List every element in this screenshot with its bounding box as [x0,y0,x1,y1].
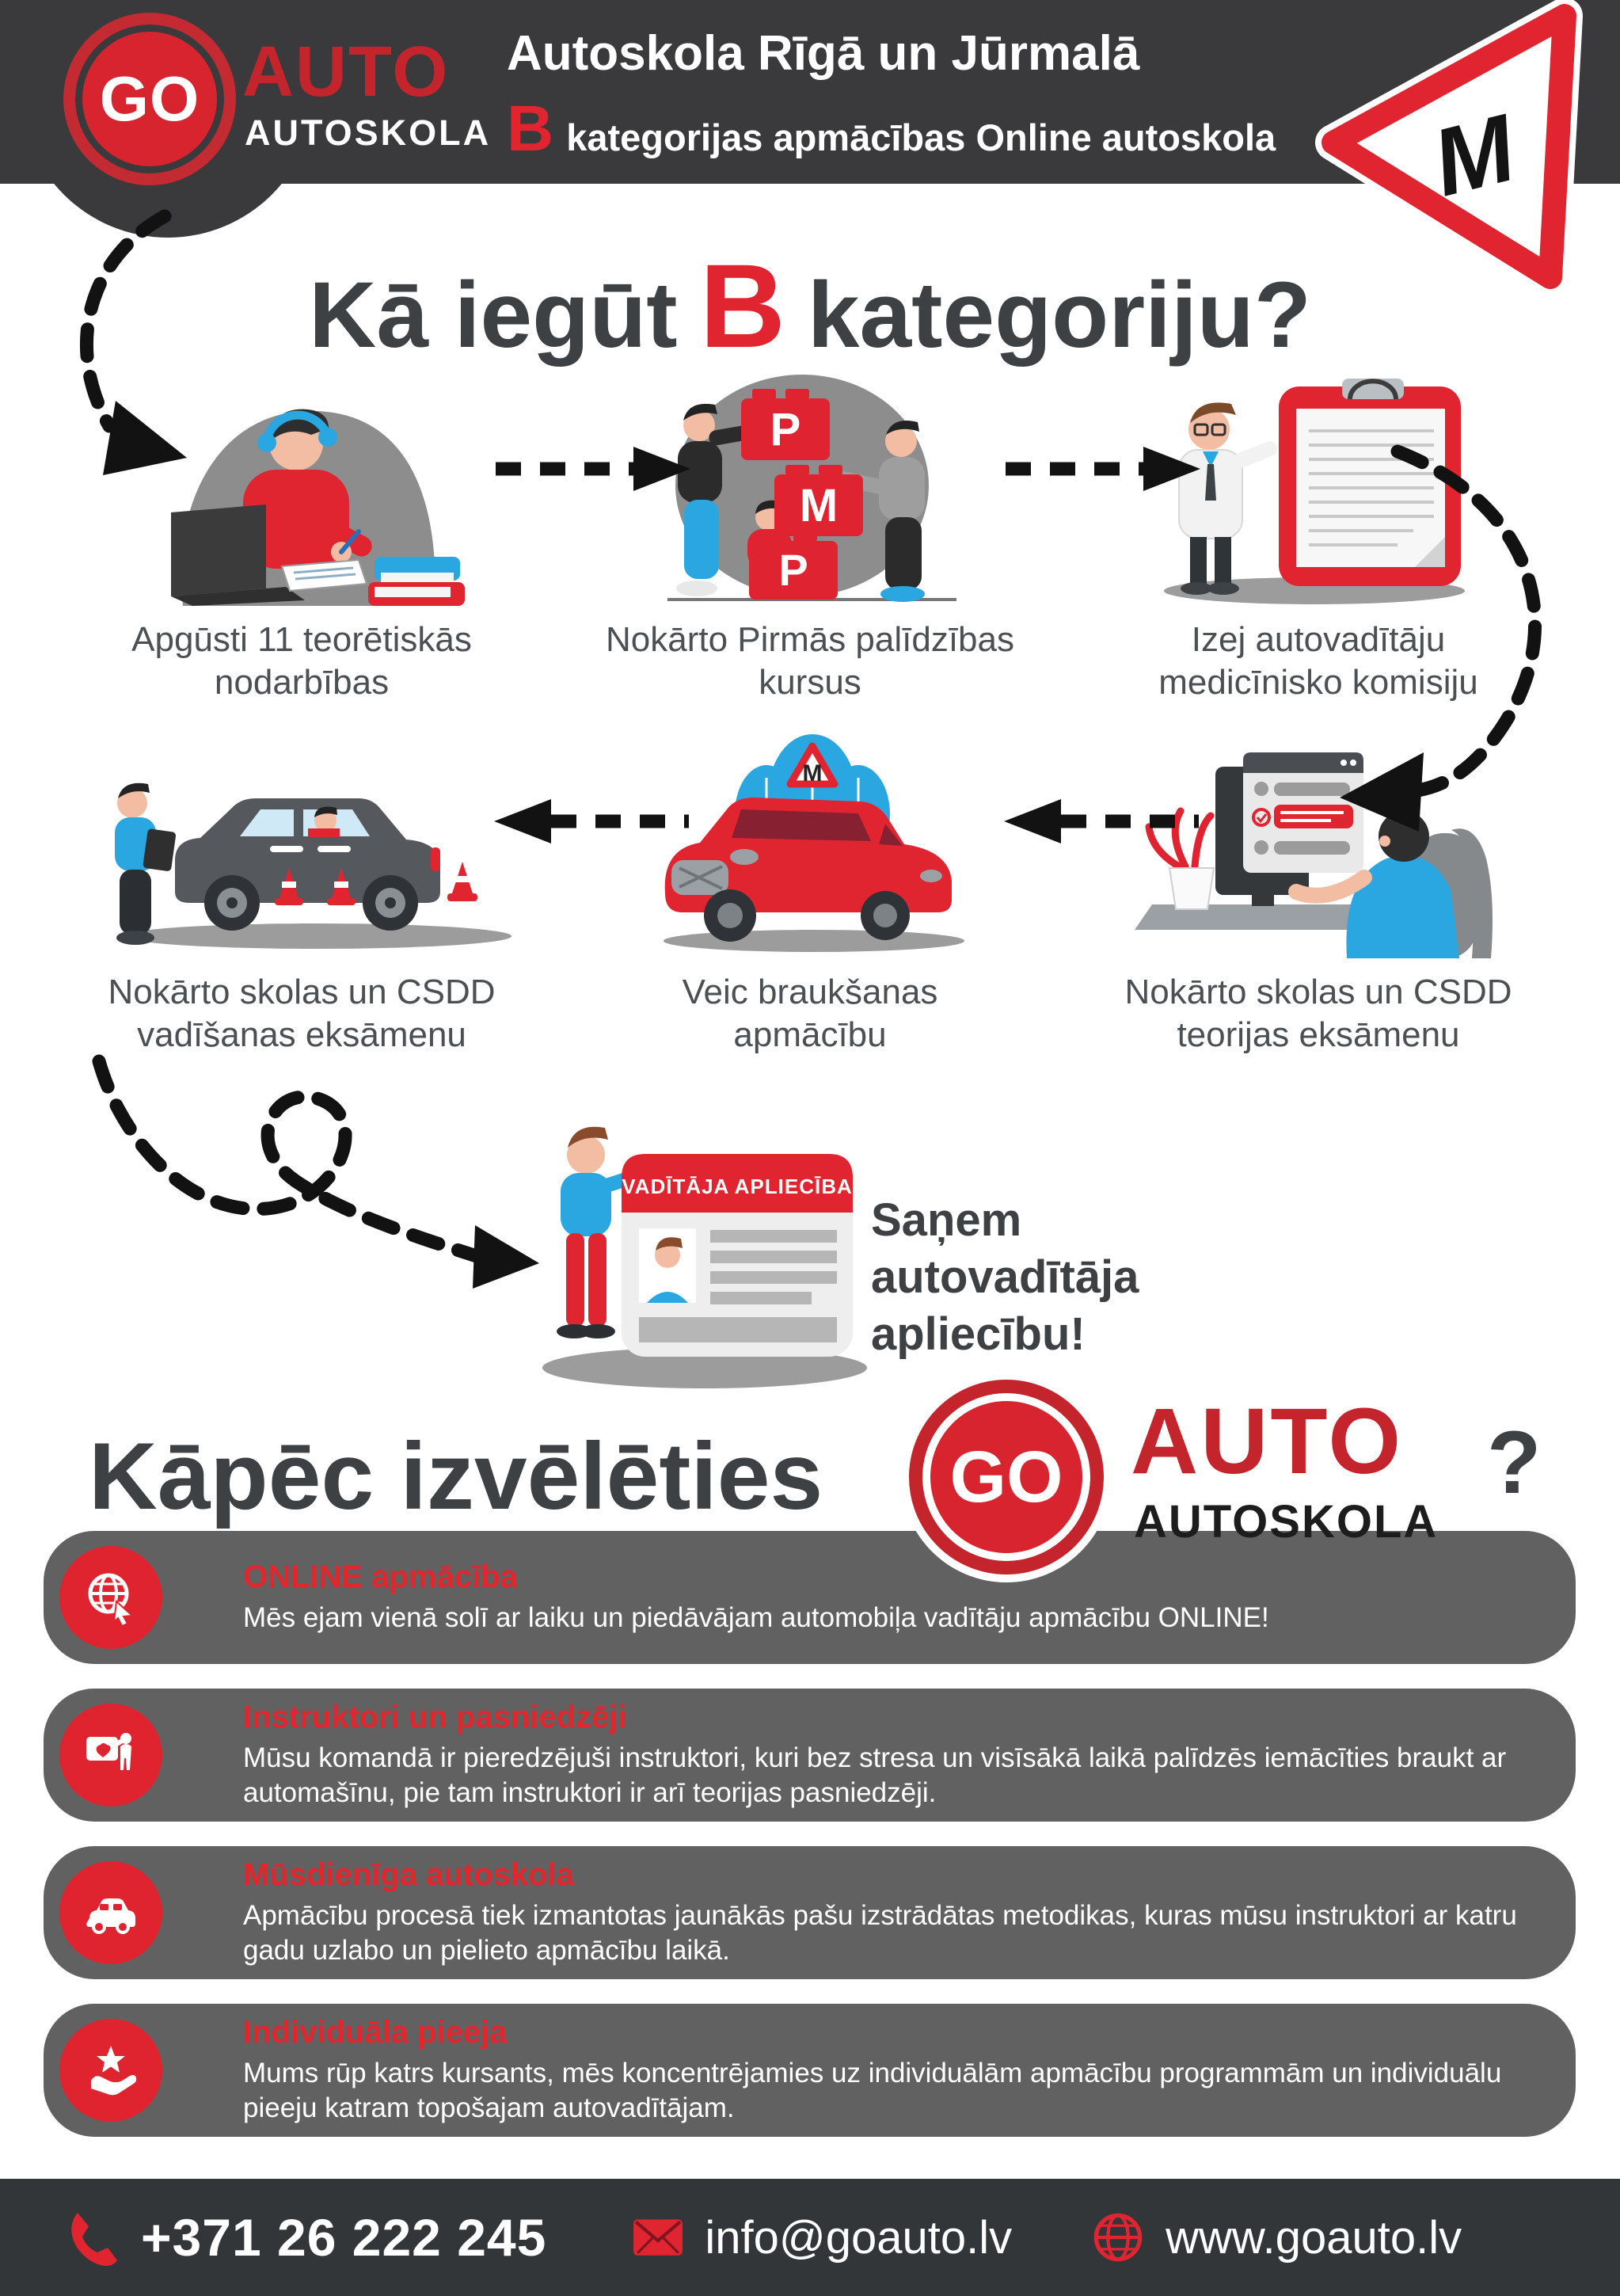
final-step-caption: Saņem autovadītāja apliecību! [871,1194,1139,1360]
benefit-title: ONLINE apmācība [243,1559,518,1594]
footer-website [1091,2210,1462,2264]
footer-email [632,2211,1012,2264]
subtitle-text: kategorijas apmācības Online autoskola [566,116,1276,158]
benefit-title: Mūsdienīga autoskola [243,1856,574,1892]
why-logo-auto-text: AUTO [1131,1389,1404,1494]
benefit-body: Apmācību procesā tiek izmantotas jaunākās pašu izstrādātas metodikas, kuras mūsu instruktori ar katru gadu uzlabo un pielieto apmācību laikā. [243,1899,1517,1966]
svg-text:M: M [802,760,823,786]
hand-star-icon [59,2019,162,2122]
step-driving-exam [48,713,556,1056]
svg-text:VADĪTĀJA APLIECĪBA: VADĪTĀJA APLIECĪBA [622,1175,853,1198]
svg-text:P: P [770,404,801,455]
logo-auto-text: AUTO [242,32,450,112]
dashed-arrow-left-1 [489,796,695,847]
benefit-title: Instruktori un pasniedzēji [243,1699,627,1734]
email-address: info@goauto.lv [705,2211,1013,2264]
benefits-list [44,1531,1576,2161]
m-triangle-sign-icon [1287,0,1620,310]
dashed-arrow-right-1 [489,444,695,494]
svg-text:M: M [1422,94,1526,217]
benefit-modern-school [44,1846,1576,1979]
phone-icon [62,2207,119,2268]
header-subtitle [507,92,1276,166]
globe-icon [1091,2210,1145,2264]
why-logo-autoskola-text: AUTOSKOLA [1134,1496,1439,1548]
why-go-logo [909,1380,1104,1574]
title-b-highlight: B [699,239,785,372]
illustration-driving-exam-car [80,721,523,958]
dashed-arrow-left-2 [999,796,1205,847]
dashed-arrow-right-2 [999,444,1205,494]
benefit-individual [44,2004,1576,2137]
instructor-board-icon [59,1704,162,1807]
footer-bar [0,2179,1620,2296]
illustration-driver-license-card [511,1097,907,1398]
step-caption: Veic braukšanas apmācību [682,973,938,1054]
dashed-curve-arrow-right [1330,432,1615,836]
benefit-title: Individuāla pieeja [243,2014,508,2050]
logo-autoskola-text: AUTOSKOLA [245,112,492,153]
step-caption: Nokārto skolas un CSDD teorijas eksāmenu [1124,973,1512,1054]
step-caption: Nokārto Pirmās palīdzības kursus [606,620,1014,702]
globe-cursor-icon [59,1546,162,1649]
header-title: Autoskola Rīgā un Jūrmalā [507,26,1140,81]
go-auto-logo [63,13,236,185]
footer-phone [62,2207,546,2268]
why-question-mark: ? [1487,1413,1542,1512]
benefit-body: Mums rūp katrs kursants, mēs koncentrējamies uz individuālām apmācību programmām un individuālu pieeju katram topošajam autovadītājam. [243,2057,1502,2123]
svg-text:M: M [799,480,839,531]
step-caption: Izej autovadītāju medicīnisko komisiju [1158,620,1478,702]
logo-go-text: GO [99,63,200,134]
car-icon [59,1861,162,1964]
benefit-body: Mūsu komandā ir pieredzējuši instruktori, kuri bez stresa un visīsākā laikā palīdzēs iemācīties braukt ar automašīnu, pie tam instruktori ir arī teorijas pasniedzēji. [243,1742,1507,1808]
title-part1: Kā iegūt [309,263,678,367]
subtitle-b-highlight: B [507,93,554,165]
phone-number: +371 26 222 245 [141,2208,547,2267]
website-url: www.goauto.lv [1166,2211,1462,2264]
svg-text:P: P [778,545,808,595]
step-caption: Nokārto skolas un CSDD vadīšanas eksāmenu [108,973,496,1054]
step-caption: Apgūsti 11 teorētiskās nodarbības [131,620,472,702]
why-logo-go-text: GO [949,1436,1063,1517]
benefit-instructors [44,1689,1576,1822]
step-first-aid [556,360,1064,703]
envelope-icon [632,2211,684,2264]
why-heading: Kāpēc izvēlēties [89,1423,823,1529]
dashed-loop-arrow [67,1049,550,1335]
benefit-online [44,1531,1576,1664]
benefit-body: Mēs ejam vienā solī ar laiku un piedāvājam automobiļa vadītāju apmācību ONLINE! [243,1601,1269,1633]
step-driving-training [556,713,1064,1056]
title-part2: kategoriju? [807,263,1311,367]
dashed-curve-arrow-intro [46,196,299,505]
